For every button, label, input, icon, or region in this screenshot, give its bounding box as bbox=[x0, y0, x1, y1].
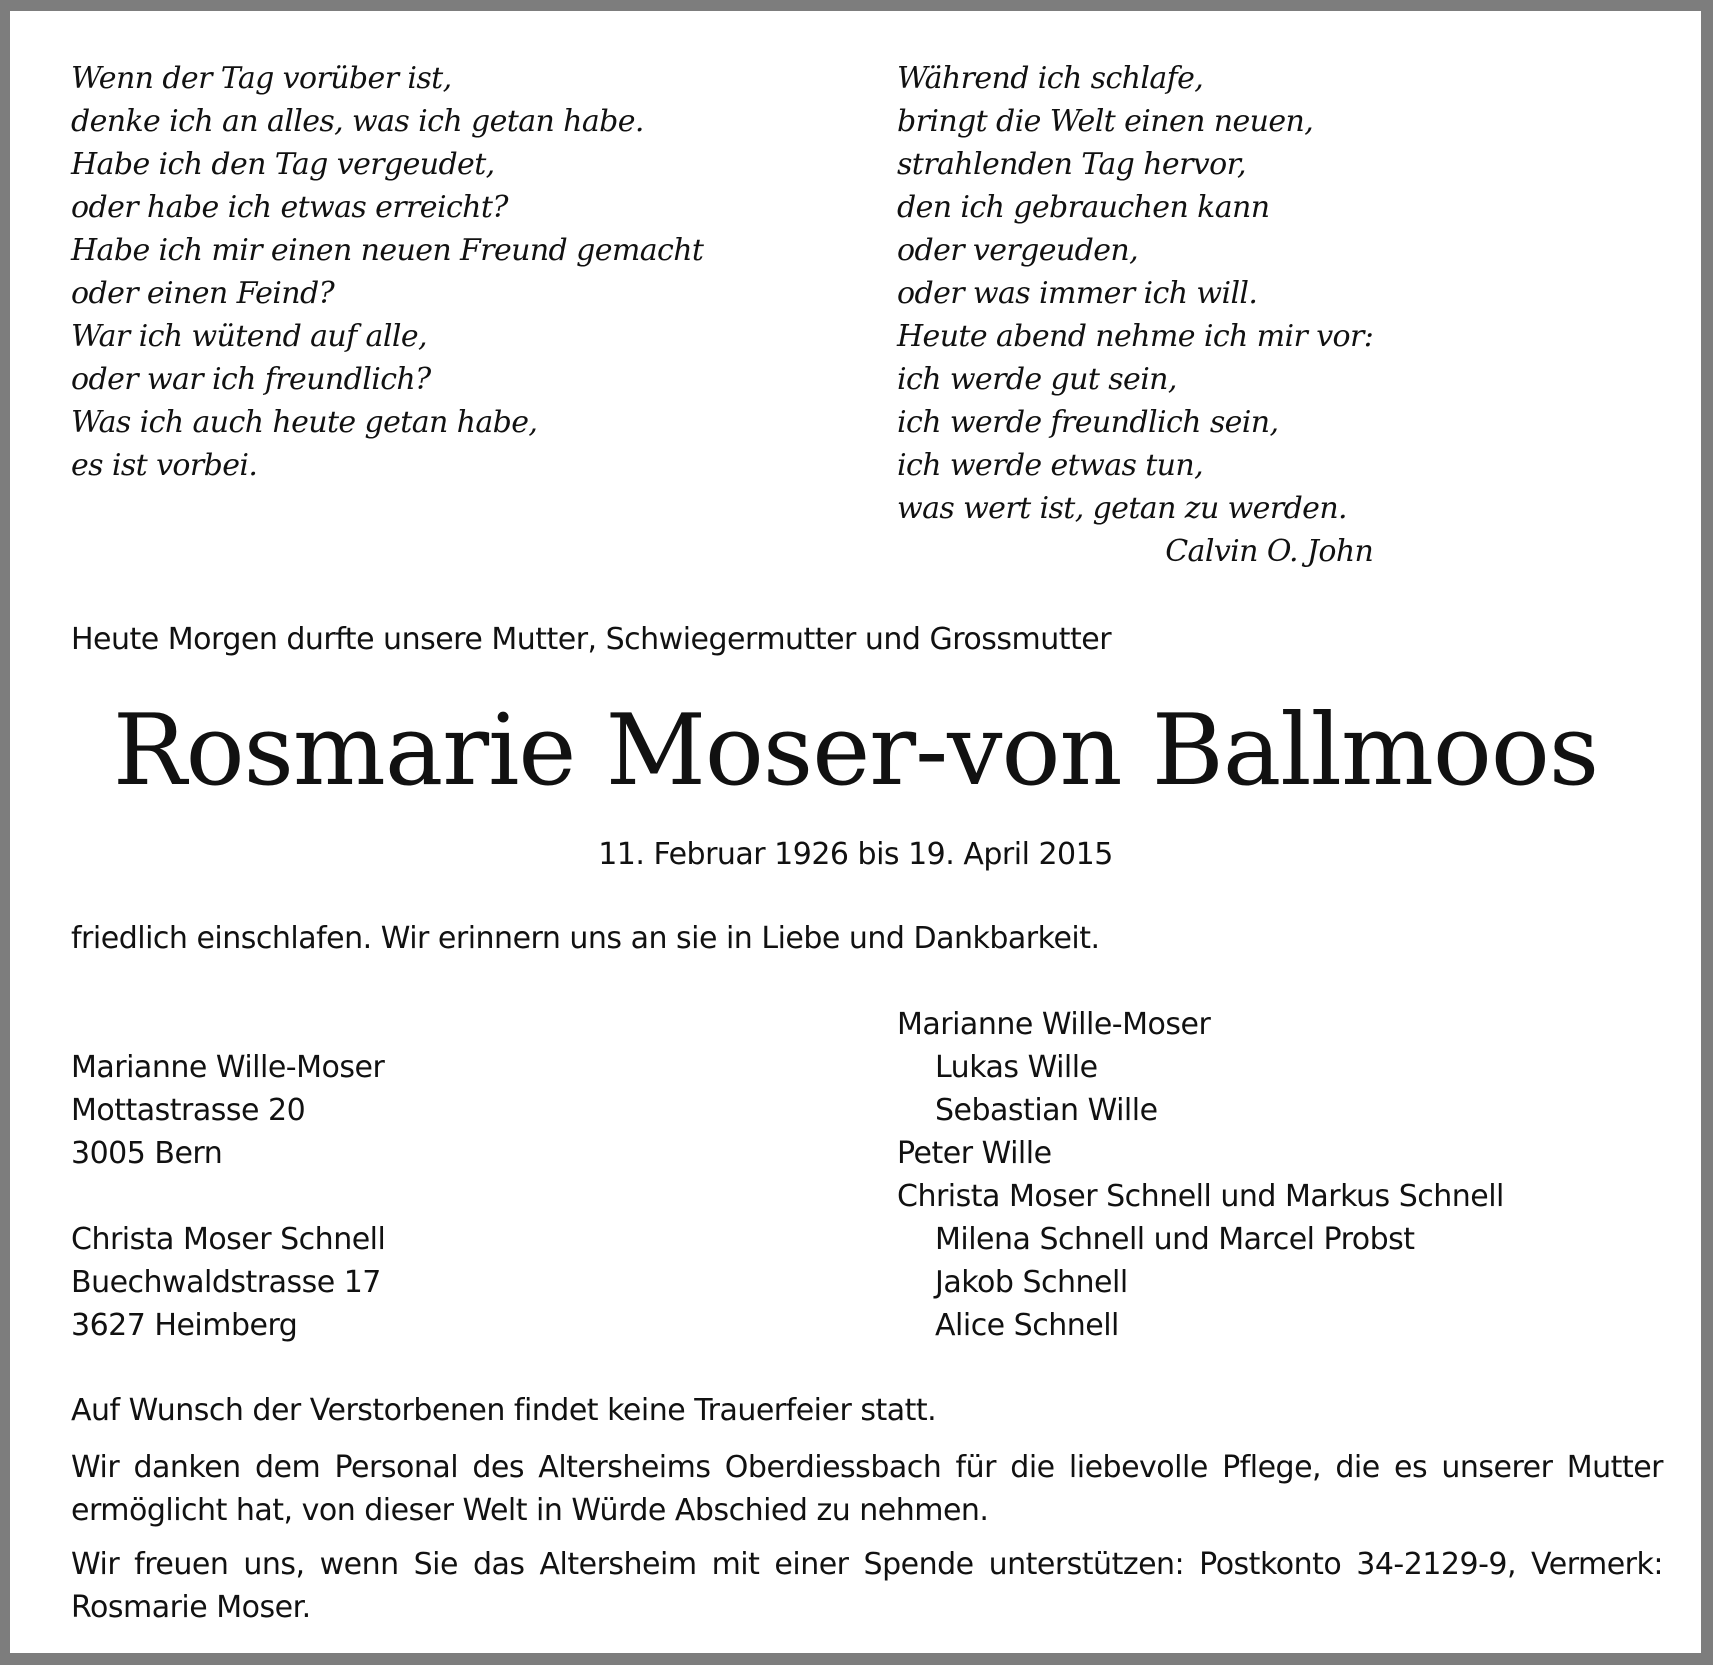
poem-line: Während ich schlafe, bbox=[897, 61, 1204, 96]
family-member: Jakob Schnell bbox=[935, 1265, 1128, 1300]
life-dates: 11. Februar 1926 bis 19. April 2015 bbox=[598, 837, 1113, 872]
contact-address bbox=[71, 1046, 384, 1175]
closing-text: friedlich einschlafen. Wir erinnern uns an sie in Liebe und Dankbarkeit. bbox=[71, 921, 1100, 956]
address-line: Buechwaldstrasse 17 bbox=[71, 1265, 381, 1300]
poem-left-column bbox=[71, 57, 703, 487]
poem-line: ich werde gut sein, bbox=[897, 362, 1177, 397]
poem-line: es ist vorbei. bbox=[71, 448, 258, 483]
donation-paragraph: Wir freuen uns, wenn Sie das Altersheim mit einer Spende unterstützen: Postkonto 34-2129-9, Vermerk: Rosmarie Moser. bbox=[71, 1547, 1663, 1625]
poem-line: Habe ich den Tag vergeudet, bbox=[71, 147, 495, 182]
poem-line: War ich wütend auf alle, bbox=[71, 319, 427, 354]
thanks-paragraph: Wir danken dem Personal des Altersheims Oberdiessbach für die liebevolle Pflege, die es unserer Mutter ermöglicht hat, von dieser Welt in Würde Abschied zu nehmen. bbox=[71, 1450, 1663, 1528]
poem-line: denke ich an alles, was ich getan habe. bbox=[71, 104, 644, 139]
poem-author: Calvin O. John bbox=[1165, 534, 1374, 569]
ceremony-notice: Auf Wunsch der Verstorbenen findet keine Trauerfeier statt. bbox=[71, 1393, 937, 1428]
poem-line: ich werde etwas tun, bbox=[897, 448, 1204, 483]
poem-line: ich werde freundlich sein, bbox=[897, 405, 1279, 440]
family-member: Alice Schnell bbox=[935, 1308, 1119, 1343]
poem-line: was wert ist, getan zu werden. bbox=[897, 491, 1347, 526]
address-line: 3005 Bern bbox=[71, 1136, 223, 1171]
family-member: Peter Wille bbox=[897, 1136, 1052, 1171]
family-list bbox=[897, 1003, 1504, 1347]
address-line: Mottastrasse 20 bbox=[71, 1093, 306, 1128]
poem-right-column bbox=[897, 57, 1373, 573]
intro-text: Heute Morgen durfte unsere Mutter, Schwiegermutter und Grossmutter bbox=[71, 622, 1112, 657]
poem-line: oder einen Feind? bbox=[71, 276, 335, 311]
address-line: 3627 Heimberg bbox=[71, 1308, 298, 1343]
family-member: Milena Schnell und Marcel Probst bbox=[935, 1222, 1415, 1257]
poem-line: oder habe ich etwas erreicht? bbox=[71, 190, 508, 225]
poem-line: strahlenden Tag hervor, bbox=[897, 147, 1246, 182]
poem-line: Heute abend nehme ich mir vor: bbox=[897, 319, 1374, 354]
family-member: Christa Moser Schnell und Markus Schnell bbox=[897, 1179, 1504, 1214]
poem-line: Habe ich mir einen neuen Freund gemacht bbox=[71, 233, 704, 268]
deceased-name: Rosmarie Moser-von Ballmoos bbox=[112, 694, 1599, 808]
poem-line: Wenn der Tag vorüber ist, bbox=[71, 61, 452, 96]
family-member: Lukas Wille bbox=[935, 1050, 1098, 1085]
poem-line: oder war ich freundlich? bbox=[71, 362, 431, 397]
poem-line: bringt die Welt einen neuen, bbox=[897, 104, 1314, 139]
family-member: Sebastian Wille bbox=[935, 1093, 1158, 1128]
poem-line: den ich gebrauchen kann bbox=[897, 190, 1270, 225]
address-line: Marianne Wille-Moser bbox=[71, 1050, 385, 1085]
address-line: Christa Moser Schnell bbox=[71, 1222, 386, 1257]
poem-line: oder vergeuden, bbox=[897, 233, 1139, 268]
family-member: Marianne Wille-Moser bbox=[897, 1007, 1211, 1042]
poem-line: Was ich auch heute getan habe, bbox=[71, 405, 538, 440]
poem-line: oder was immer ich will. bbox=[897, 276, 1258, 311]
contact-address bbox=[71, 1218, 385, 1347]
